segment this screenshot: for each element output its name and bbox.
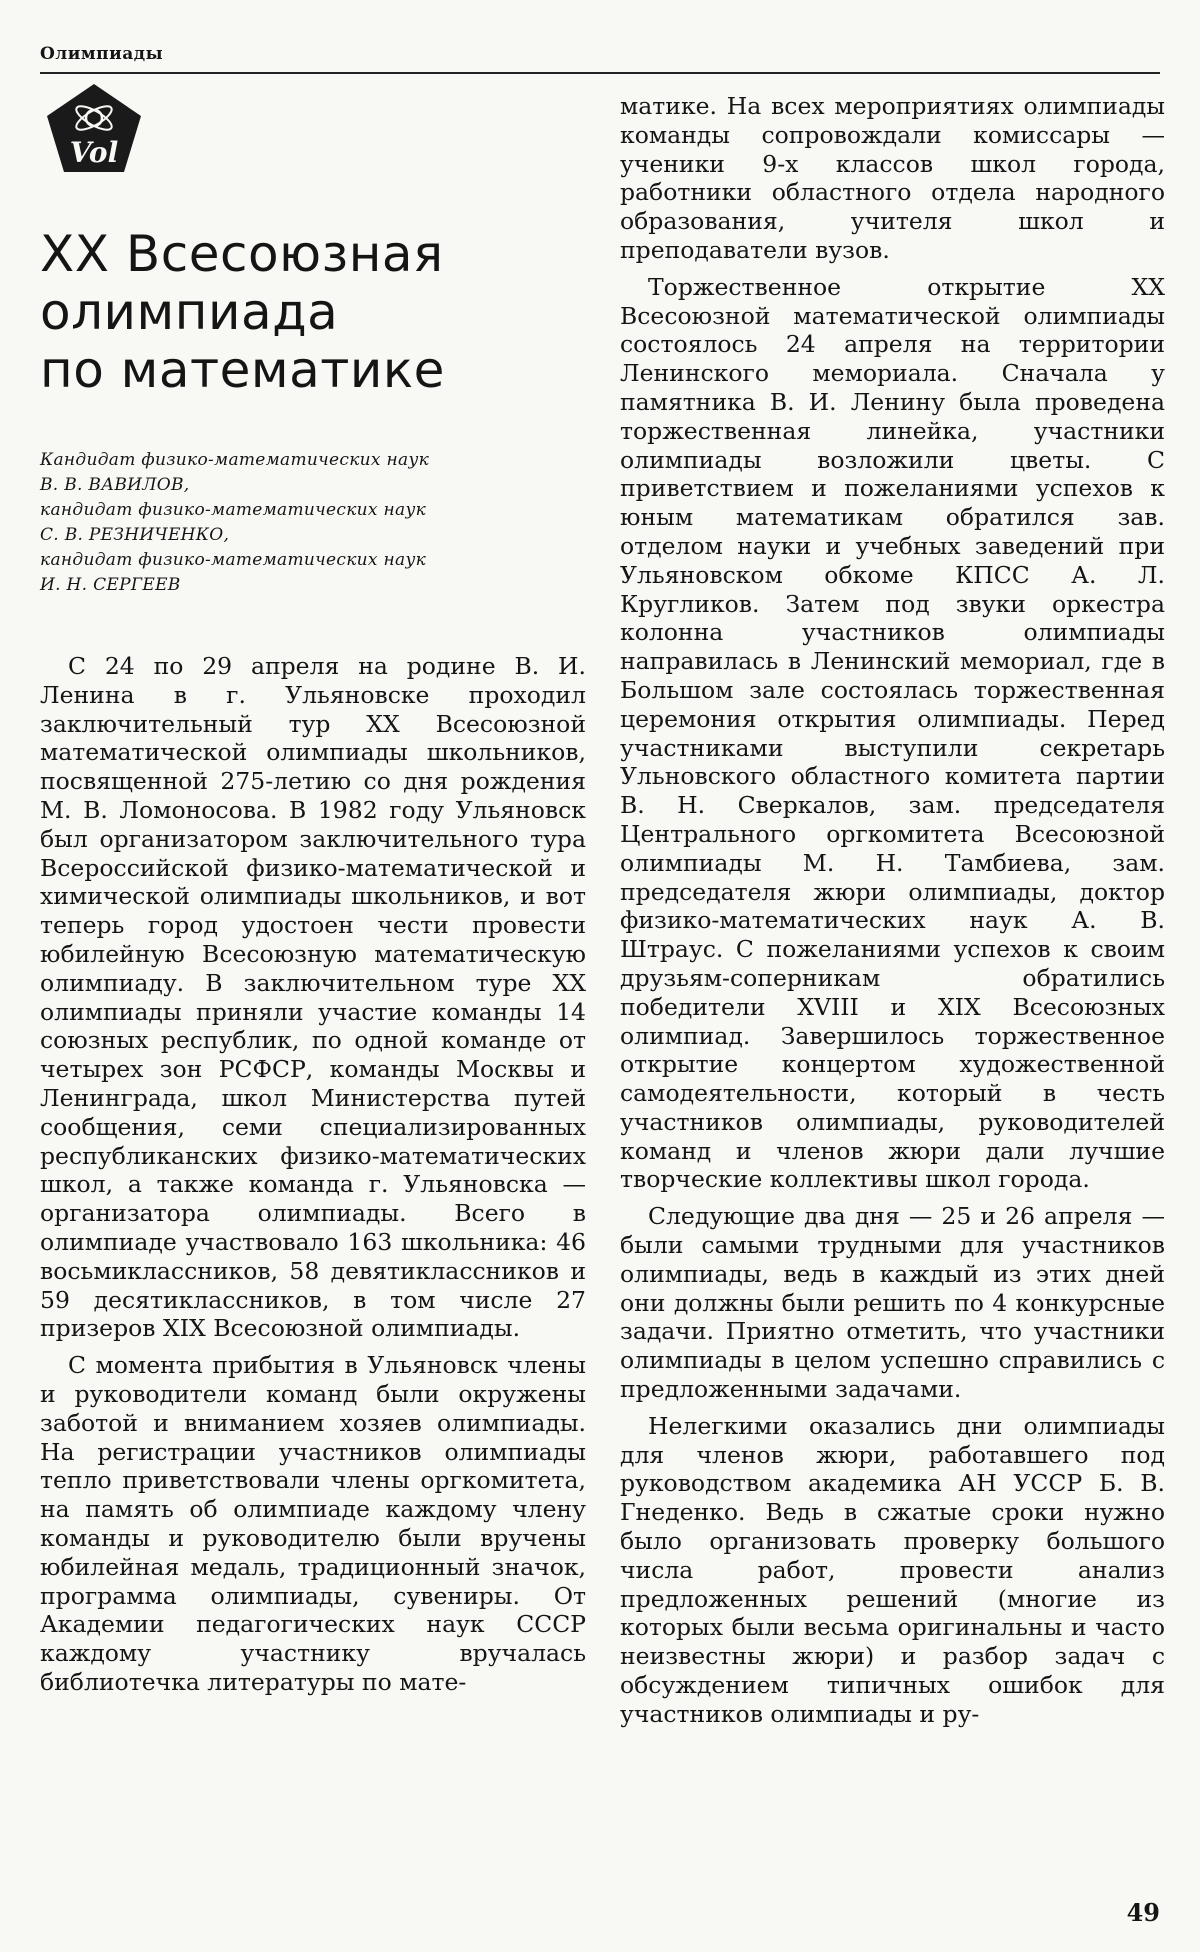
- logo-text: Vol: [69, 136, 119, 169]
- credit-line: С. В. РЕЗНИЧЕНКО,: [40, 525, 230, 545]
- title-line: по математике: [40, 341, 445, 399]
- credit-line: В. В. ВАВИЛОВ,: [40, 475, 190, 495]
- header-divider: [40, 72, 1160, 74]
- left-column: [40, 652, 586, 1705]
- olympiad-emblem-icon: [44, 82, 144, 174]
- article-title: [40, 225, 600, 399]
- page-number: 49: [1126, 1898, 1160, 1927]
- paragraph: Нелегкими оказались дни олимпиады для членов жюри, работавшего под руководством академика АН УССР Б. В. Гнеденко. Ведь в сжатые сроки нужно было организовать проверку большого числа работ, провести анализ предложенных решений (многие из которых были весьма оригинальны и часто неизвестны жюри) и разбор задач с обсуждением типичных ошибок для участников олимпиады и ру-: [620, 1411, 1165, 1728]
- credit-line: Кандидат физико-математических наук: [40, 450, 430, 470]
- paragraph: Следующие два дня — 25 и 26 апреля — были самыми трудными для участников олимпиады, ведь в каждый из этих дней они должны были решить по 4 конкурсные задачи. Приятно отметить, что участники олимпиады в целом успешно справились с предложенными задачами.: [620, 1202, 1165, 1404]
- paragraph: Торжественное открытие XX Всесоюзной математической олимпиады состоялось 24 апреля на территории Ленинского мемориала. Сначала у памятника В. И. Ленину была проведена торжественная линейка, участники олимпиады возложили цветы. С приветствием и пожеланиями успехов к юным математикам обратился зав. отделом науки и учебных заведений при Ульяновском обкоме КПСС А. Л. Кругликов. Затем под звуки оркестра колонна участников олимпиады направилась в Ленинский мемориал, где в Большом зале состоялась торжественная церемония открытия олимпиады. Перед участниками выступили секретарь Ульновского областного комитета партии В. Н. Сверкалов, зам. председателя Центрального оргкомитета Всесоюзной олимпиады М. Н. Тамбиева, зам. председателя жюри олимпиады, доктор физико-математических наук А. В. Штраус. С пожеланиями успехов к своим друзьям-соперникам обратились победители XVIII и XIX Всесоюзных олимпиад. Завершилось торжественное открытие концертом художественной самодеятельности, который в честь участников олимпиады, руководителей команд и членов жюри дали лучшие творческие коллективы школ города.: [620, 272, 1165, 1194]
- title-line: XX Всесоюзная: [40, 225, 444, 283]
- paragraph: матике. На всех мероприятиях олимпиады команды сопровождали комиссары — ученики 9-х классов школ города, работники областного отдела народного образования, учителя школ и преподаватели вузов.: [620, 92, 1165, 264]
- credit-line: кандидат физико-математических наук: [40, 500, 427, 520]
- title-line: олимпиада: [40, 283, 339, 341]
- author-credits: [40, 448, 580, 598]
- paragraph: С 24 по 29 апреля на родине В. И. Ленина в г. Ульяновске проходил заключительный тур XX Всесоюзной математической олимпиады школьников, посвященной 275-летию со дня рождения М. В. Ломоносова. В 1982 году Ульяновск был организатором заключительного тура Всероссийской физико-математической и химической олимпиады школьников, и вот теперь город удостоен чести провести юбилейную Всесоюзную математическую олимпиаду. В заключительном туре XX олимпиады приняли участие команды 14 союзных республик, по одной команде от четырех зон РСФСР, команды Москвы и Ленинграда, школ Министерства путей сообщения, семи специализированных республиканских физико-математических школ, а также команда г. Ульяновска — организатора олимпиады. Всего в олимпиаде участвовало 163 школьника: 46 восьмиклассников, 58 девятиклассников и 59 десятиклассников, в том числе 27 призеров XIX Всесоюзной олимпиады.: [40, 652, 586, 1343]
- right-column: [620, 92, 1165, 1737]
- section-label: Олимпиады: [40, 44, 164, 64]
- credit-line: кандидат физико-математических наук: [40, 550, 427, 570]
- paragraph: С момента прибытия в Ульяновск члены и руководители команд были окружены заботой и вниманием хозяев олимпиады. На регистрации участников олимпиады тепло приветствовали члены оргкомитета, на память об олимпиаде каждому члену команды и руководителю были вручены юбилейная медаль, традиционный значок, программа олимпиады, сувениры. От Академии педагогических наук СССР каждому участнику вручалась библиотечка литературы по мате-: [40, 1351, 586, 1696]
- credit-line: И. Н. СЕРГЕЕВ: [40, 575, 181, 595]
